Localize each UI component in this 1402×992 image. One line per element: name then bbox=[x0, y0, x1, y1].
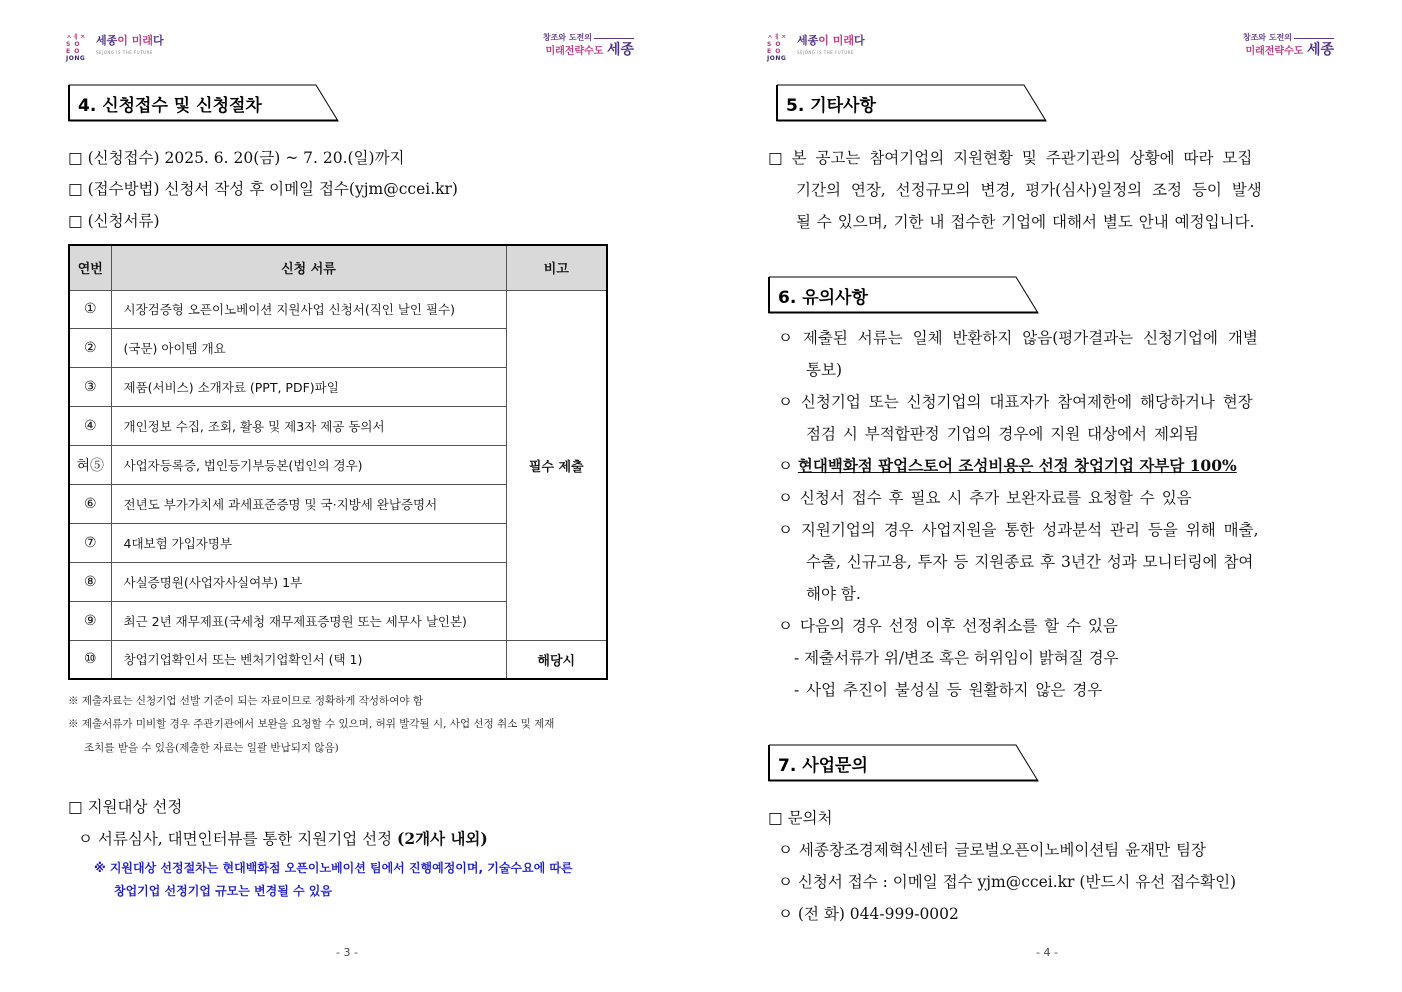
table-row bbox=[69, 640, 607, 679]
selection-blue-note-1: ※ 지원대상 선정절차는 현대백화점 오픈이노베이션 팀에서 진행예정이며, 기술수요에 따른 bbox=[94, 861, 573, 875]
caution-line: ㅇ 신청서 접수 후 필요 시 추가 보완자료를 요청할 수 있음 bbox=[778, 489, 1192, 507]
apply-period-item: □ (신청접수) 2025. 6. 20(금) ~ 7. 20.(일)까지 bbox=[68, 149, 405, 167]
header-number: 연번 bbox=[69, 245, 111, 290]
inquiry-contact: ㅇ 세종창조경제혁신센터 글로벌오픈이노베이션팀 윤재만 팀장 bbox=[778, 841, 1206, 859]
section-4-title: 4. 신청접수 및 신청절차 bbox=[78, 96, 262, 116]
sejong-future-logo: ㅅㅔㅈ S O E O JONG 세종이 미래다 SEJONG IS THE FUTURE bbox=[767, 34, 865, 62]
documents-table bbox=[68, 244, 608, 680]
apply-method-item: □ (접수방법) 신청서 작성 후 이메일 접수(yjm@ccei.kr) bbox=[68, 180, 458, 198]
caution-subline: - 제출서류가 위/변조 혹은 허위임이 밝혀질 경우 bbox=[794, 649, 1119, 667]
caution-line-highlight: ㅇ 현대백화점 팝업스토어 조성비용은 선정 창업기업 자부담 100% bbox=[778, 456, 1237, 475]
row-document: 4대보험 가입자명부 bbox=[111, 523, 506, 562]
row-number: ③ bbox=[69, 368, 111, 407]
table-row bbox=[69, 290, 607, 329]
caution-line: ㅇ 지원기업의 경우 사업지원을 통한 성과분석 관리 등을 위해 매출, bbox=[778, 521, 1259, 539]
inquiry-email: ㅇ 신청서 접수 : 이메일 접수 yjm@ccei.kr (반드시 유선 접수확인) bbox=[778, 873, 1237, 891]
selection-blue-note-2: 창업기업 선정기업 규모는 변경될 수 있음 bbox=[114, 884, 332, 898]
caution-line: 수출, 신규고용, 투자 등 지원종료 후 3년간 성과 모니터링에 참여 bbox=[806, 553, 1254, 571]
sejong-strategy-logo: 창조와 도전의 미래전략수도 세종 bbox=[1242, 33, 1334, 58]
section-5-heading bbox=[776, 84, 1048, 122]
note-3: 조치를 받을 수 있음(제출한 자료는 일괄 반납되지 않음) bbox=[84, 742, 339, 754]
note-2: ※ 제출서류가 미비할 경우 주관기관에서 보완을 요청할 수 있으며, 허위 발각될 시, 사업 선정 취소 및 제재 bbox=[68, 718, 555, 730]
row-number: ① bbox=[69, 290, 111, 329]
caution-line: ㅇ 신청기업 또는 신청기업의 대표자가 참여제한에 해당하거나 현장 bbox=[778, 393, 1253, 411]
logo-mark: ㅅㅔㅈ S O E O JONG bbox=[66, 34, 87, 62]
page-number-4: - 4 - bbox=[1036, 946, 1058, 959]
apply-documents-item: □ (신청서류) bbox=[68, 212, 160, 230]
logo-mark: ㅅㅔㅈ S O E O JONG bbox=[767, 34, 788, 62]
row-number: ⑦ bbox=[69, 523, 111, 562]
caution-line: 통보) bbox=[806, 361, 842, 379]
section-5-line-1: □ 본 공고는 참여기업의 지원현황 및 주관기관의 상황에 따라 모집 bbox=[768, 149, 1253, 167]
selection-heading: □ 지원대상 선정 bbox=[68, 798, 183, 816]
note-applicable: 해당시 bbox=[506, 640, 607, 679]
section-7-heading bbox=[768, 744, 1040, 782]
sejong-strategy-logo: 창조와 도전의 미래전략수도 세종 bbox=[542, 33, 634, 58]
row-document: 창업기업확인서 또는 벤처기업확인서 (택 1) bbox=[111, 640, 506, 679]
section-5-title: 5. 기타사항 bbox=[786, 96, 876, 116]
row-document: 개인정보 수집, 조회, 활용 및 제3자 제공 동의서 bbox=[111, 407, 506, 446]
caution-line: ㅇ 다음의 경우 선정 이후 선정취소를 할 수 있음 bbox=[778, 617, 1118, 635]
inquiry-phone: ㅇ (전 화) 044-999-0002 bbox=[778, 905, 959, 923]
section-6-title: 6. 유의사항 bbox=[778, 288, 868, 308]
selection-item: ㅇ 서류심사, 대면인터뷰를 통한 지원기업 선정 (2개사 내외) bbox=[78, 829, 488, 848]
row-number: ② bbox=[69, 329, 111, 368]
header-note: 비고 bbox=[506, 245, 607, 290]
row-number: ⑩ bbox=[69, 640, 111, 679]
row-document: 사업자등록증, 법인등기부등본(법인의 경우) bbox=[111, 446, 506, 485]
sejong-future-logo: ㅅㅔㅈ S O E O JONG 세종이 미래다 SEJONG IS THE FUTURE bbox=[66, 34, 164, 62]
row-document: (국문) 아이템 개요 bbox=[111, 329, 506, 368]
row-document: 전년도 부가가치세 과세표준증명 및 국·지방세 완납증명서 bbox=[111, 484, 506, 523]
section-4-heading bbox=[68, 84, 340, 122]
caution-line: ㅇ 제출된 서류는 일체 반환하지 않음(평가결과는 신청기업에 개별 bbox=[778, 329, 1258, 347]
row-number: ④ bbox=[69, 407, 111, 446]
row-document: 시장검증형 오픈이노베이션 지원사업 신청서(직인 날인 필수) bbox=[111, 290, 506, 329]
caution-line: 점검 시 부적합판정 기업의 경우에 지원 대상에서 제외됨 bbox=[806, 425, 1199, 443]
row-document: 제품(서비스) 소개자료 (PPT, PDF)파일 bbox=[111, 368, 506, 407]
caution-line: 해야 함. bbox=[806, 585, 861, 603]
row-number: ⑧ bbox=[69, 562, 111, 601]
note-1: ※ 제출자료는 신청기업 선발 기준이 되는 자료이므로 정확하게 작성하여야 함 bbox=[68, 695, 423, 707]
note-required: 필수 제출 bbox=[506, 290, 607, 640]
table-header-row bbox=[69, 245, 607, 290]
section-5-line-2: 기간의 연장, 선정규모의 변경, 평가(심사)일정의 조정 등이 발생 bbox=[796, 181, 1262, 199]
row-number: ⑥ bbox=[69, 484, 111, 523]
row-document: 사실증명원(사업자사실여부) 1부 bbox=[111, 562, 506, 601]
inquiry-heading: □ 문의처 bbox=[768, 809, 833, 827]
header-document: 신청 서류 bbox=[111, 245, 506, 290]
row-document: 최근 2년 재무제표(국세청 재무제표증명원 또는 세무사 날인본) bbox=[111, 601, 506, 640]
page-number-3: - 3 - bbox=[336, 946, 358, 959]
section-5-line-3: 될 수 있으며, 기한 내 접수한 기업에 대해서 별도 안내 예정입니다. bbox=[796, 213, 1255, 231]
row-number: 혀⑤ bbox=[69, 446, 111, 485]
section-7-title: 7. 사업문의 bbox=[778, 756, 868, 776]
row-number: ⑨ bbox=[69, 601, 111, 640]
caution-subline: - 사업 추진이 불성실 등 원활하지 않은 경우 bbox=[794, 681, 1103, 699]
section-6-heading bbox=[768, 276, 1040, 314]
